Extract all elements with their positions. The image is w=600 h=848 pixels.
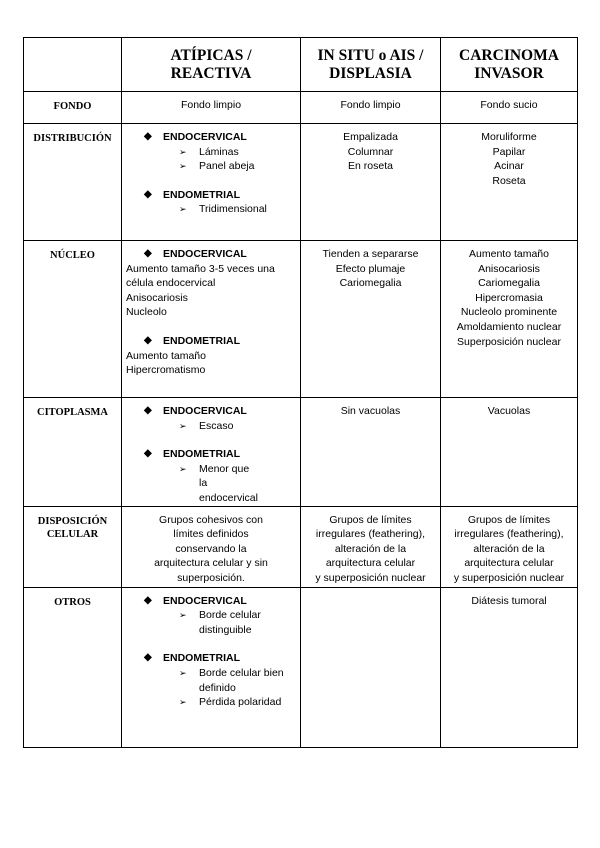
list-item: ➢ Menor que la endocervical <box>179 462 258 504</box>
diamond-bullet-icon: ◆ <box>144 334 152 346</box>
row-label-otros: OTROS <box>24 587 122 747</box>
section-endocervical: ◆ ENDOCERVICAL <box>144 405 247 417</box>
disposicion-atipicas: Grupos cohesivos con límites definidos conservando la arquitectura celular y sin superposición. <box>122 506 301 587</box>
list-item: ➢ Borde celular bien definido <box>179 666 284 694</box>
citoplasma-carcinoma: Vacuolas <box>441 398 578 507</box>
citoplasma-insitu: Sin vacuolas <box>301 398 441 507</box>
fondo-carcinoma: Fondo sucio <box>441 92 578 124</box>
header-carcinoma: CARCINOMA INVASOR <box>441 38 578 92</box>
distribucion-insitu: Empalizada Columnar En roseta <box>301 124 441 241</box>
header-row <box>24 38 578 92</box>
row-fondo <box>24 92 578 124</box>
section-endocervical: ◆ ENDOCERVICAL <box>144 131 247 143</box>
otros-atipicas <box>122 587 301 747</box>
list-item: ➢ Pérdida polaridad <box>179 696 282 709</box>
arrowhead-bullet-icon: ➢ <box>179 463 187 474</box>
section-endometrial: ◆ ENDOMETRIAL <box>144 652 240 665</box>
arrowhead-bullet-icon: ➢ <box>179 610 187 621</box>
arrowhead-bullet-icon: ➢ <box>179 146 187 157</box>
nucleo-atipicas: ◆ ENDOCERVICAL Aumento tamaño 3-5 veces una célula endocervical Anisocariosis Nucleolo ◆ ENDOMETRIAL Aumento tamaño Hipercromatismo <box>122 241 301 398</box>
citoplasma-atipicas <box>122 398 301 507</box>
list-item: ➢ Láminas <box>179 145 239 158</box>
row-disposicion <box>24 506 578 587</box>
diamond-bullet-icon: ◆ <box>144 131 152 142</box>
arrowhead-bullet-icon: ➢ <box>179 420 187 431</box>
list-item: ➢ Borde celular distinguible <box>179 609 261 636</box>
header-insitu: IN SITU o AIS / DISPLASIA <box>301 38 441 92</box>
row-distribucion <box>24 124 578 241</box>
diamond-bullet-icon: ◆ <box>144 405 152 416</box>
diamond-bullet-icon: ◆ <box>144 594 152 606</box>
otros-insitu <box>301 587 441 747</box>
disposicion-carcinoma: Grupos de límites irregulares (feathering), alteración de la arquitectura celular y superposición nuclear <box>441 506 578 587</box>
row-label-fondo: FONDO <box>24 92 122 124</box>
arrowhead-bullet-icon: ➢ <box>179 161 187 172</box>
diamond-bullet-icon: ◆ <box>144 248 152 259</box>
section-endometrial: ◆ ENDOMETRIAL <box>144 188 240 201</box>
diamond-bullet-icon: ◆ <box>144 448 152 460</box>
distribucion-atipicas <box>122 124 301 241</box>
section-endometrial: ◆ ENDOMETRIAL <box>144 334 240 347</box>
nucleo-carcinoma: Aumento tamaño Anisocariosis Cariomegalia Hipercromasia Nucleolo prominente Amoldamiento nuclear Superposición nuclear <box>441 241 578 398</box>
list-item: ➢ Panel abeja <box>179 160 255 173</box>
arrowhead-bullet-icon: ➢ <box>179 697 187 708</box>
distribucion-carcinoma: Moruliforme Papilar Acinar Roseta <box>441 124 578 241</box>
nucleo-insitu: Tienden a separarse Efecto plumaje Cariomegalia <box>301 241 441 398</box>
diamond-bullet-icon: ◆ <box>144 188 152 200</box>
fondo-atipicas: Fondo limpio <box>122 92 301 124</box>
list-item: ➢ Tridimensional <box>179 203 267 216</box>
row-otros <box>24 587 578 747</box>
header-empty <box>24 38 122 92</box>
otros-carcinoma: Diátesis tumoral <box>441 587 578 747</box>
row-label-distribucion: DISTRIBUCIÓN <box>24 124 122 241</box>
list-item: ➢ Escaso <box>179 419 234 432</box>
row-label-disposicion: DISPOSICIÓN CELULAR <box>24 506 122 587</box>
diamond-bullet-icon: ◆ <box>144 652 152 664</box>
row-label-citoplasma: CITOPLASMA <box>24 398 122 507</box>
section-endocervical: ◆ ENDOCERVICAL <box>144 594 247 607</box>
comparison-table <box>23 37 578 748</box>
row-nucleo <box>24 241 578 398</box>
section-endocervical: ◆ ENDOCERVICAL <box>144 248 247 260</box>
arrowhead-bullet-icon: ➢ <box>179 667 187 678</box>
row-label-nucleo: NÚCLEO <box>24 241 122 398</box>
arrowhead-bullet-icon: ➢ <box>179 204 187 215</box>
header-atipicas: ATÍPICAS / REACTIVA <box>122 38 301 92</box>
section-endometrial: ◆ ENDOMETRIAL <box>144 448 240 461</box>
row-citoplasma <box>24 398 578 507</box>
disposicion-insitu: Grupos de límites irregulares (feathering), alteración de la arquitectura celular y superposición nuclear <box>301 506 441 587</box>
fondo-insitu: Fondo limpio <box>301 92 441 124</box>
